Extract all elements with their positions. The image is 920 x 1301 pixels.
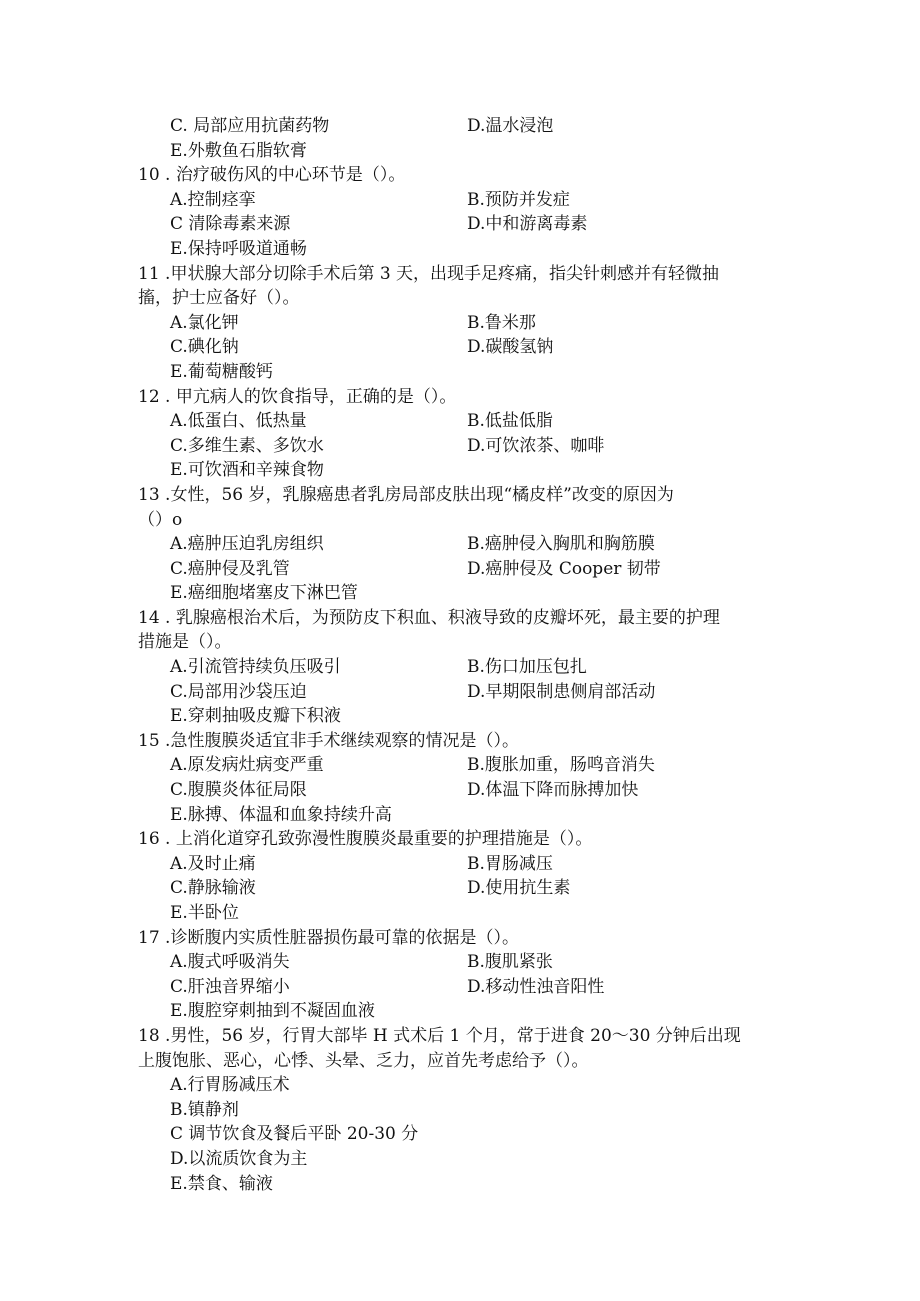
option-right: D.可饮浓茶、咖啡 (467, 435, 605, 456)
option-right: B.胃肠减压 (467, 853, 553, 874)
question-stem: 18 .男性，56 岁，行胃大部毕 H 式术后 1 个月，常于进食 20～30 分钟后出现 (138, 1025, 741, 1046)
option-right: D.使用抗生素 (467, 878, 571, 899)
question-stem: 11 .甲状腺大部分切除手术后第 3 天，出现手足疼痛，指尖针刺感并有轻微抽 (138, 263, 720, 284)
option-row (0, 188, 920, 213)
option-left: A.及时止痛 (170, 853, 256, 874)
question-stem: 16 . 上消化道穿孔致弥漫性腹膜炎最重要的护理措施是（）。 (138, 829, 593, 850)
option-right: B.伤口加压包扎 (467, 657, 587, 678)
option-row (0, 876, 920, 901)
option-left: A.氯化钾 (170, 312, 239, 333)
option-row (0, 753, 920, 778)
option-item: E.外敷鱼石脂软膏 (170, 140, 307, 161)
option-row (0, 852, 920, 877)
option-right: B.预防并发症 (467, 189, 570, 210)
option-left: A.低蛋白、低热量 (170, 411, 307, 432)
question-stem-continued: 措施是（）。 (138, 632, 232, 653)
question-stem: 13 .女性，56 岁，乳腺癌患者乳房局部皮肤出现“橘皮样”改变的原因为 (138, 484, 674, 505)
option-right: D.早期限制患侧肩部活动 (467, 681, 656, 702)
question-stem: 10 . 治疗破伤风的中心环节是（）。 (138, 165, 406, 186)
option-item: C 调节饮食及餐后平卧 20-30 分 (170, 1124, 419, 1145)
option-right: B.鲁米那 (467, 312, 536, 333)
option-left: C.肝浊音界缩小 (170, 976, 290, 997)
option-row (0, 335, 920, 360)
option-left: C 清除毒素来源 (170, 214, 291, 235)
option-left: A.引流管持续负压吸引 (170, 657, 341, 678)
option-item: D.以流质饮食为主 (170, 1148, 308, 1169)
option-row (0, 532, 920, 557)
option-item: E.葡萄糖酸钙 (170, 361, 273, 382)
option-item: E.半卧位 (170, 903, 239, 923)
option-item: E.穿刺抽吸皮瓣下积液 (170, 706, 341, 727)
option-row (0, 434, 920, 459)
option-item: E.可饮酒和辛辣食物 (170, 460, 324, 481)
question-stem-continued: 上腹饱胀、恶心，心悸、头晕、乏力，应首先考虑给予（）。 (138, 1050, 589, 1071)
option-row (0, 655, 920, 680)
option-right: B.癌肿侵入胸肌和胸筋膜 (467, 534, 655, 555)
option-row (0, 212, 920, 237)
option-left: C.静脉输液 (170, 878, 256, 899)
option-right: D.温水浸泡 (467, 116, 554, 136)
option-item: E.腹腔穿刺抽到不凝固血液 (170, 1001, 375, 1022)
option-left: C.腹膜炎体征局限 (170, 780, 307, 801)
option-left: A.腹式呼吸消失 (170, 952, 290, 973)
option-row (0, 950, 920, 975)
question-stem: 15 .急性腹膜炎适宜非手术继续观察的情况是（）。 (138, 730, 519, 751)
option-left: C. 局部应用抗菌药物 (170, 116, 330, 136)
option-row (0, 778, 920, 803)
option-right: D.中和游离毒素 (467, 214, 588, 235)
option-row (0, 975, 920, 1000)
option-row (0, 311, 920, 336)
option-item: A.行胃肠减压术 (170, 1075, 290, 1096)
option-right: D.移动性浊音阳性 (467, 976, 605, 997)
question-stem: 14 . 乳腺癌根治术后，为预防皮下积血、积液导致的皮瓣坏死，最主要的护理 (138, 607, 720, 628)
question-stem: 17 .诊断腹内实质性脏器损伤最可靠的依据是（）。 (138, 927, 519, 948)
option-row (0, 114, 920, 139)
option-right: B.腹胀加重，肠鸣音消失 (467, 755, 655, 776)
question-stem-continued: 搐，护士应备好（）。 (138, 288, 300, 309)
option-row (0, 680, 920, 705)
option-right: D.碳酸氢钠 (467, 337, 554, 358)
option-item: E.癌细胞堵塞皮下淋巴管 (170, 583, 358, 604)
option-left: A.癌肿压迫乳房组织 (170, 534, 324, 555)
option-left: C.局部用沙袋压迫 (170, 681, 307, 702)
option-right: D.癌肿侵及 Cooper 韧带 (467, 558, 661, 579)
option-right: B.低盐低脂 (467, 411, 553, 432)
option-left: C.癌肿侵及乳管 (170, 558, 290, 579)
option-item: E.保持呼吸道通畅 (170, 238, 307, 259)
option-row (0, 557, 920, 582)
exam-page (0, 114, 920, 1196)
option-item: E.禁食、输液 (170, 1173, 273, 1194)
option-left: C.碘化钠 (170, 337, 239, 358)
question-stem-continued: （）o (138, 509, 183, 530)
option-right: B.腹肌紧张 (467, 952, 553, 973)
option-right: D.体温下降而脉搏加快 (467, 780, 639, 801)
option-row (0, 409, 920, 434)
option-item: E.脉搏、体温和血象持续升高 (170, 804, 392, 825)
option-left: A.控制痉挛 (170, 189, 256, 210)
question-stem: 12 . 甲亢病人的饮食指导，正确的是（）。 (138, 386, 457, 407)
option-left: A.原发病灶病变严重 (170, 755, 324, 776)
option-item: B.镇静剂 (170, 1099, 239, 1120)
option-left: C.多维生素、多饮水 (170, 435, 324, 456)
